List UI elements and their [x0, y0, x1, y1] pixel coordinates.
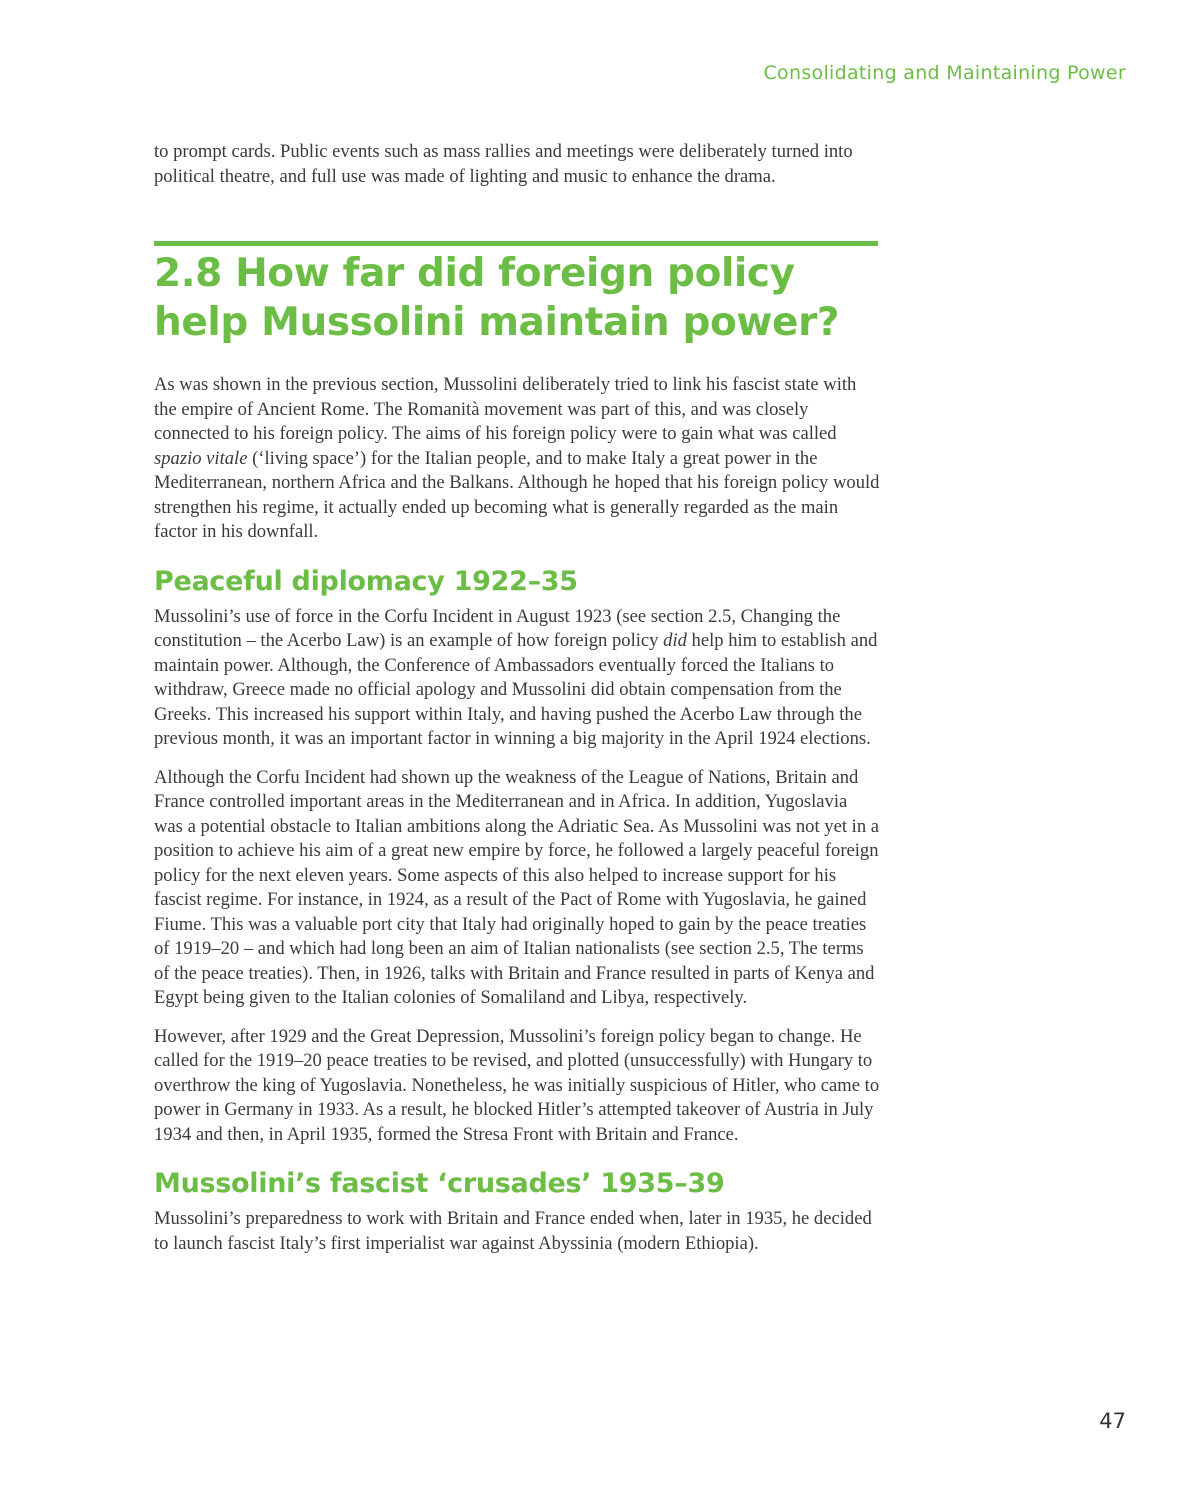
page-number: 47 [1099, 1409, 1126, 1433]
subsection-heading-fascist-crusades: Mussolini’s fascist ‘crusades’ 1935–39 [154, 1168, 725, 1199]
text-run: As was shown in the previous section, Mussolini deliberately tried to link his fascist state with the empire of Ancient Rome. The Romanità movement was part of this, and was closely connected to his foreign policy. The aims of his foreign policy were to gain what was called [154, 374, 857, 444]
italic-term: did [663, 630, 687, 651]
italic-term: spazio vitale [154, 447, 248, 469]
section-heading: 2.8 How far did foreign policy help Mussolini maintain power? [154, 251, 840, 345]
text-run: help him to establish and maintain power. Although, the Conference of Ambassadors eventually forced the Italians to withdraw, Greece made no official apology and Mussolini did obtain compensation from the Greeks. This increased his support within Italy, and having pushed the Acerbo Law through the previous month, it was an important factor in winning a big majority in the April 1924 elections. [154, 630, 878, 749]
text-run: Mussolini’s use of force in the Corfu Incident in August 1923 (see section 2.5, Changing the constitution – the Acerbo Law) is an example of how foreign policy [154, 605, 841, 651]
subsection-heading-peaceful-diplomacy: Peaceful diplomacy 1922–35 [154, 565, 578, 597]
paragraph-corfu [154, 605, 880, 752]
page-content [154, 140, 880, 1256]
text-run: (‘living space’) for the Italian people, and to make Italy a great power in the Mediterranean, northern Africa and the Balkans. Although he hoped that his foreign policy would strengthen his regime, it actually ended up becoming what is generally regarded as the main factor in his downfall. [154, 447, 880, 542]
paragraph-peaceful-policy: Although the Corfu Incident had shown up the weakness of the League of Nations, Britain and France controlled important areas in the Mediterranean and in Africa. In addition, Yugoslavia was a potential obstacle to Italian ambitions along the Adriatic Sea. As Mussolini was not yet in a position to achieve his aim of a great new empire by force, he followed a largely peaceful foreign policy for the next eleven years. Some aspects of this also helped to increase support for his fascist regime. For instance, in 1924, as a result of the Pact of Rome with Yugoslavia, he gained Fiume. This was a valuable port city that Italy had originally hoped to gain by the peace treaties of 1919–20 – and which had long been an aim of Italian nationalists (see section 2.5, The terms of the peace treaties). Then, in 1926, talks with Britain and France resulted in parts of Kenya and Egypt being given to the Italian colonies of Somaliland and Libya, respectively. [154, 766, 880, 1008]
section-rule [154, 241, 878, 246]
continued-paragraph: to prompt cards. Public events such as mass rallies and meetings were deliberately turned into political theatre, and full use was made of lighting and music to enhance the drama. [154, 141, 853, 187]
running-head-title: Consolidating and Maintaining Power [763, 62, 1126, 84]
section-intro-paragraph [154, 373, 880, 545]
paragraph-great-depression: However, after 1929 and the Great Depression, Mussolini’s foreign policy began to change. He called for the 1919–20 peace treaties to be revised, and plotted (unsuccessfully) with Hungary to overthrow the king of Yugoslavia. Nonetheless, he was initially suspicious of Hitler, who came to power in Germany in 1933. As a result, he blocked Hitler’s attempted takeover of Austria in July 1934 and then, in April 1935, formed the Stresa Front with Britain and France. [154, 1025, 880, 1145]
paragraph-abyssinia: Mussolini’s preparedness to work with Britain and France ended when, later in 1935, he decided to launch fascist Italy’s first imperialist war against Abyssinia (modern Ethiopia). [154, 1208, 872, 1254]
